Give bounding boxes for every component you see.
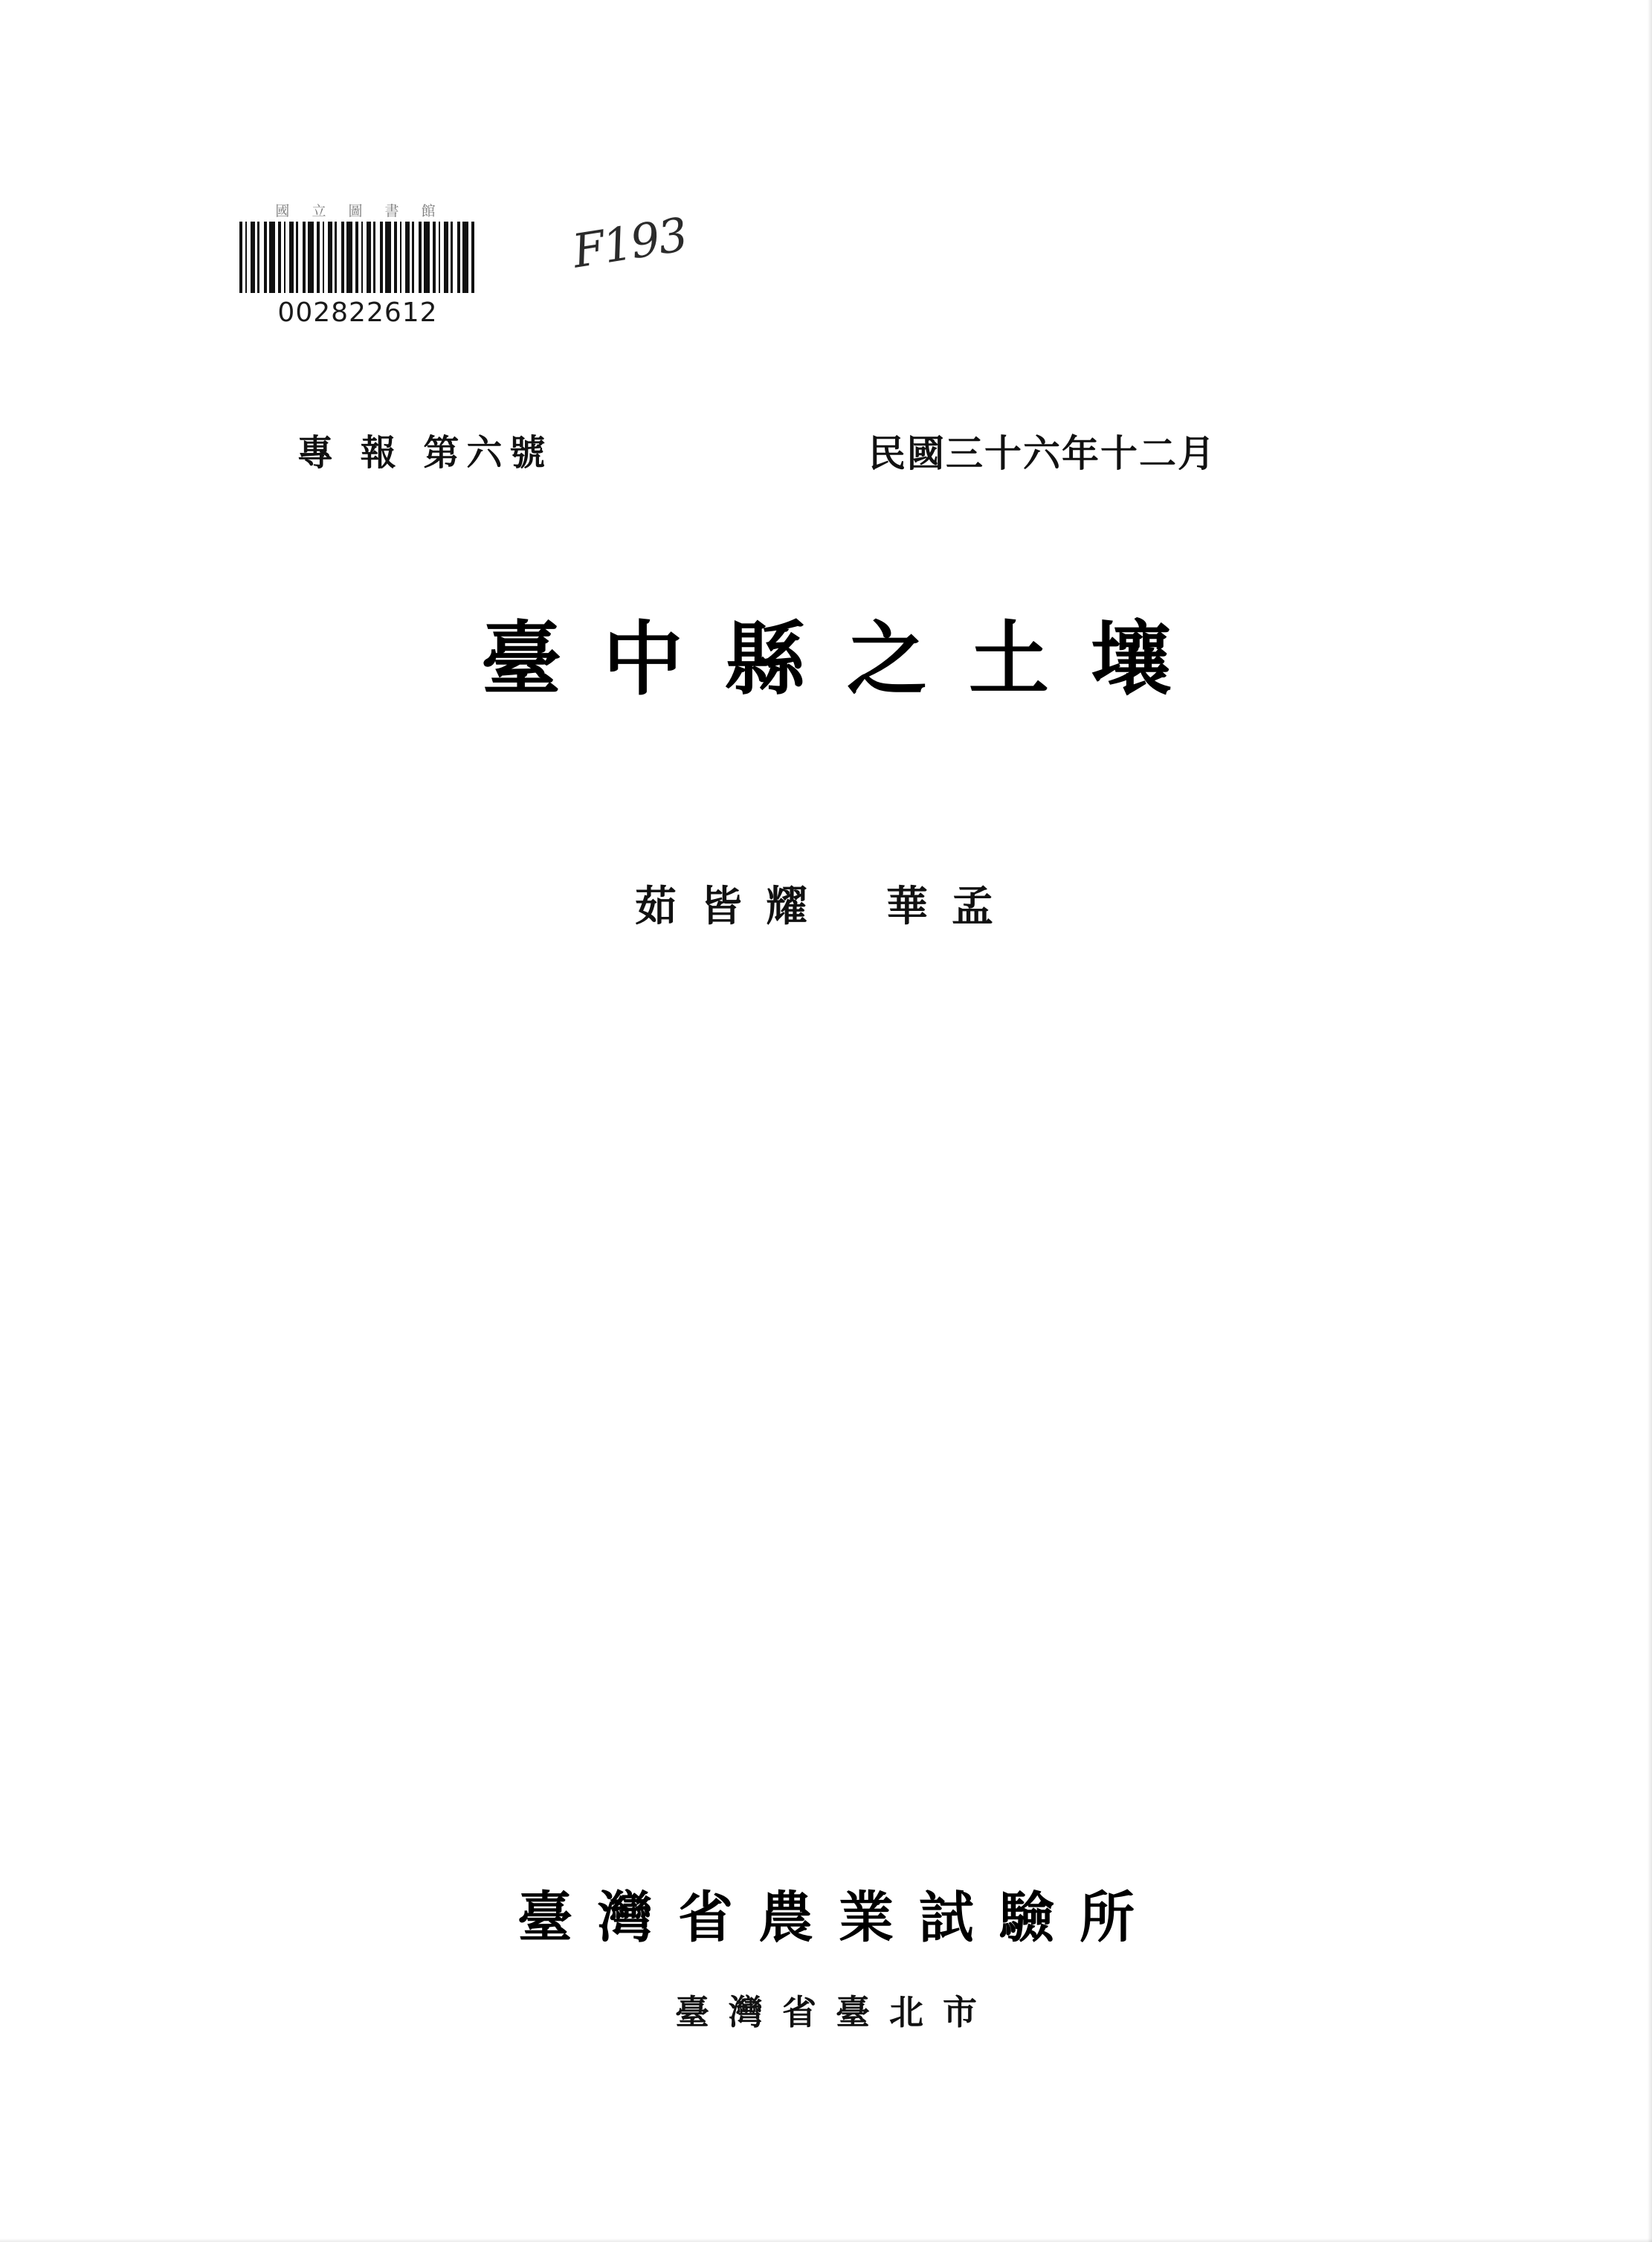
handwritten-call-number: F193 (569, 207, 691, 279)
header-row (0, 424, 1652, 476)
publisher-location: 臺灣省臺北市 (675, 1992, 996, 2032)
library-stamp-caption: 國 立 圖 書 館 (275, 203, 445, 219)
barcode-number: 002822612 (277, 297, 438, 328)
scan-edge-bottom (0, 2238, 1652, 2242)
barcode-icon (239, 222, 476, 293)
scan-edge-right (1648, 0, 1652, 2242)
library-barcode-label (239, 202, 480, 328)
publisher-name: 臺灣省農業試驗所 (517, 1886, 1160, 1950)
page-title: 臺中縣之土壤 (480, 613, 1213, 706)
author-list (0, 874, 1652, 933)
author-name-1: 茹皆耀 (635, 883, 831, 931)
series-number: 專 報 第六號 (297, 432, 553, 474)
publication-date: 民國三十六年十二月 (868, 432, 1216, 475)
author-name-2: 華孟 (886, 883, 1017, 931)
